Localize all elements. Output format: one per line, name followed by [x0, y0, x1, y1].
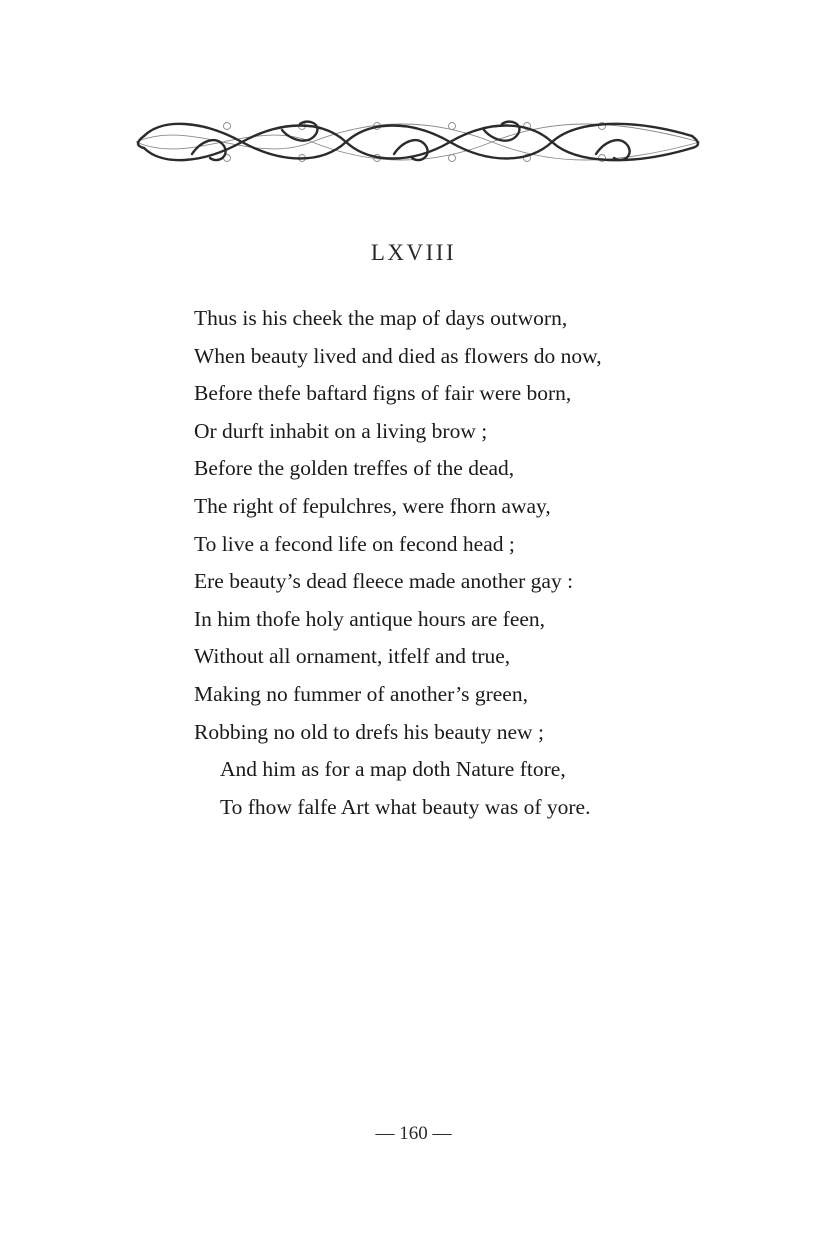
sonnet-number: LXVIII	[370, 240, 457, 265]
sonnet-text	[194, 300, 602, 826]
poem-line: Making no fummer of another’s green,	[194, 681, 528, 706]
poem-line: Before thefe baftard figns of fair were born,	[194, 381, 572, 406]
poem-line: Or durft inhabit on a living brow ;	[194, 418, 488, 443]
couplet-line: To fhow falfe Art what beauty was of yore.	[220, 794, 591, 819]
poem-line: Ere beauty’s dead fleece made another gay :	[194, 569, 574, 594]
poem-line: When beauty lived and died as flowers do now,	[194, 343, 602, 368]
poem-line: To live a fecond life on fecond head ;	[194, 531, 515, 556]
decorative-scrollwork-icon	[132, 112, 704, 172]
poem-line: The right of fepulchres, were fhorn away,	[194, 493, 551, 518]
poem-line: In him thofe holy antique hours are feen,	[194, 606, 546, 631]
page-number: — 160 —	[375, 1123, 452, 1144]
poem-line: Robbing no old to drefs his beauty new ;	[194, 719, 544, 744]
poem-line: Before the golden treffes of the dead,	[194, 456, 515, 481]
poem-line: Thus is his cheek the map of days outworn,	[194, 306, 568, 330]
poem-line: Without all ornament, itfelf and true,	[194, 644, 511, 669]
couplet-line: And him as for a map doth Nature ftore,	[220, 757, 566, 782]
